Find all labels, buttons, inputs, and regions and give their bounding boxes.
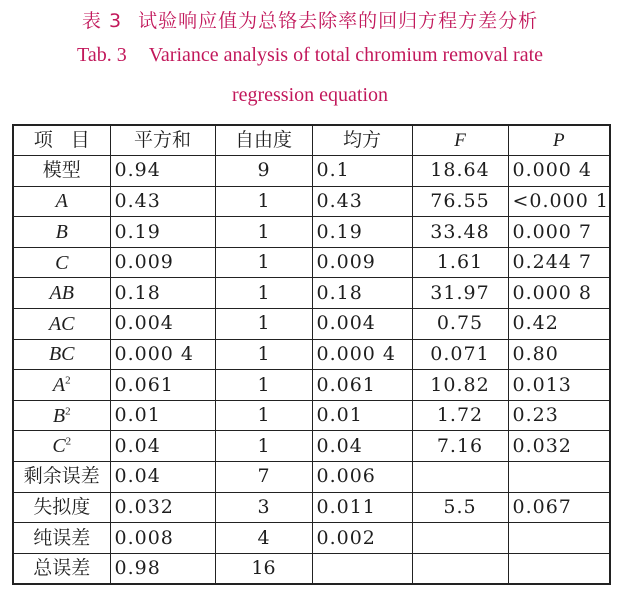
cell-df: 4 [215,523,312,554]
row-source-label: 失拟度 [33,495,91,518]
header-row [13,125,610,156]
row-source [13,339,110,370]
cell-p-value [508,462,610,493]
cell-df: 3 [215,492,312,523]
row-source [13,400,110,431]
row-source [13,217,110,248]
cell-sum-of-squares: 0.18 [110,278,215,309]
cell-mean-square: 0.006 [312,462,412,493]
row-source-label: A [55,190,68,213]
table-row [13,400,610,431]
cell-p-value: 0.067 [508,492,610,523]
cell-df: 1 [215,278,312,309]
cell-f-value [412,553,508,584]
row-source [13,278,110,309]
cell-f-value [412,462,508,493]
table-row [13,431,610,462]
row-source [13,186,110,217]
table-title-cn: 试验响应值为总铬去除率的回归方程方差分析 [138,10,539,32]
table-body [13,156,610,584]
cell-mean-square: 0.002 [312,523,412,554]
cell-p-value [508,523,610,554]
cell-sum-of-squares: 0.008 [110,523,215,554]
table-row [13,217,610,248]
row-source-exponent: 2 [65,435,72,448]
cell-sum-of-squares: 0.01 [110,400,215,431]
cell-df: 9 [215,156,312,187]
header-p: P [508,125,610,156]
table-row [13,278,610,309]
row-source-label: AB [49,282,74,305]
cell-df: 7 [215,462,312,493]
cell-p-value [508,553,610,584]
cell-f-value: 33.48 [412,217,508,248]
header-mean-square: 均方 [312,125,412,156]
cell-sum-of-squares: 0.04 [110,462,215,493]
cell-f-value: 7.16 [412,431,508,462]
cell-mean-square: 0.061 [312,370,412,401]
row-source [13,553,110,584]
row-source-label: A [52,374,66,397]
anova-table [12,124,611,585]
table-row [13,309,610,340]
cell-mean-square: 0.1 [312,156,412,187]
cell-df: 1 [215,309,312,340]
cell-p-value: 0.23 [508,400,610,431]
table-row [13,370,610,401]
cell-df: 1 [215,217,312,248]
row-source [13,247,110,278]
cell-df: 1 [215,400,312,431]
cell-f-value: 0.071 [412,339,508,370]
cell-f-value: 10.82 [412,370,508,401]
row-source-label: AC [48,312,75,335]
table-row [13,492,610,523]
row-source-label: 总误差 [33,556,91,579]
table-row [13,553,610,584]
cell-mean-square: 0.01 [312,400,412,431]
cell-sum-of-squares: 0.061 [110,370,215,401]
cell-p-value: 0.000 7 [508,217,610,248]
cell-f-value: 1.72 [412,400,508,431]
header-source: 项 目 [13,125,110,156]
cell-sum-of-squares: 0.94 [110,156,215,187]
row-source [13,462,110,493]
row-source-label: BC [48,343,75,366]
row-source-label: B [55,221,68,244]
table-caption-en-line1 [0,44,620,67]
table-title-en-line1: Variance analysis of total chromium removal rate [148,44,543,66]
header-sum-of-squares: 平方和 [110,125,215,156]
cell-sum-of-squares: 0.004 [110,309,215,340]
table-row [13,462,610,493]
cell-p-value: 0.80 [508,339,610,370]
cell-sum-of-squares: 0.98 [110,553,215,584]
cell-mean-square: 0.000 4 [312,339,412,370]
table-row [13,247,610,278]
cell-sum-of-squares: 0.04 [110,431,215,462]
cell-mean-square: 0.43 [312,186,412,217]
cell-df: 1 [215,339,312,370]
cell-sum-of-squares: 0.19 [110,217,215,248]
table-caption-cn [0,6,620,33]
header-df: 自由度 [215,125,312,156]
cell-df: 16 [215,553,312,584]
table-row [13,156,610,187]
row-source-exponent: 2 [65,374,71,387]
header-f: F [412,125,508,156]
cell-sum-of-squares: 0.000 4 [110,339,215,370]
row-source-label: C [55,251,69,274]
cell-f-value: 76.55 [412,186,508,217]
cell-df: 1 [215,370,312,401]
cell-mean-square: 0.009 [312,247,412,278]
table-row [13,186,610,217]
cell-f-value: 18.64 [412,156,508,187]
row-source-label: 模型 [42,159,81,182]
row-source [13,156,110,187]
cell-p-value: 0.032 [508,431,610,462]
cell-p-value: 0.42 [508,309,610,340]
row-source-label: 剩余误差 [23,465,100,488]
table-number-en: Tab. 3 [77,44,127,66]
cell-f-value: 31.97 [412,278,508,309]
cell-df: 1 [215,431,312,462]
cell-mean-square: 0.18 [312,278,412,309]
cell-mean-square: 0.004 [312,309,412,340]
cell-sum-of-squares: 0.032 [110,492,215,523]
row-source-label: 纯误差 [33,526,91,549]
table-number-cn: 表 3 [81,10,123,32]
cell-df: 1 [215,186,312,217]
cell-p-value: <0.000 1 [508,186,610,217]
cell-f-value: 0.75 [412,309,508,340]
row-source [13,309,110,340]
row-source [13,431,110,462]
cell-p-value: 0.000 4 [508,156,610,187]
row-source-exponent: 2 [65,404,71,417]
cell-mean-square [312,553,412,584]
table-row [13,339,610,370]
cell-f-value: 5.5 [412,492,508,523]
cell-p-value: 0.000 8 [508,278,610,309]
cell-df: 1 [215,247,312,278]
row-source-label: B [52,404,66,427]
row-source [13,523,110,554]
row-source-label: C [52,435,66,458]
cell-mean-square: 0.011 [312,492,412,523]
table-row [13,523,610,554]
cell-mean-square: 0.04 [312,431,412,462]
cell-sum-of-squares: 0.009 [110,247,215,278]
cell-p-value: 0.013 [508,370,610,401]
cell-mean-square: 0.19 [312,217,412,248]
cell-p-value: 0.244 7 [508,247,610,278]
row-source [13,370,110,401]
cell-f-value [412,523,508,554]
row-source [13,492,110,523]
cell-sum-of-squares: 0.43 [110,186,215,217]
table-caption-en-line2: regression equation [231,84,389,106]
cell-f-value: 1.61 [412,247,508,278]
